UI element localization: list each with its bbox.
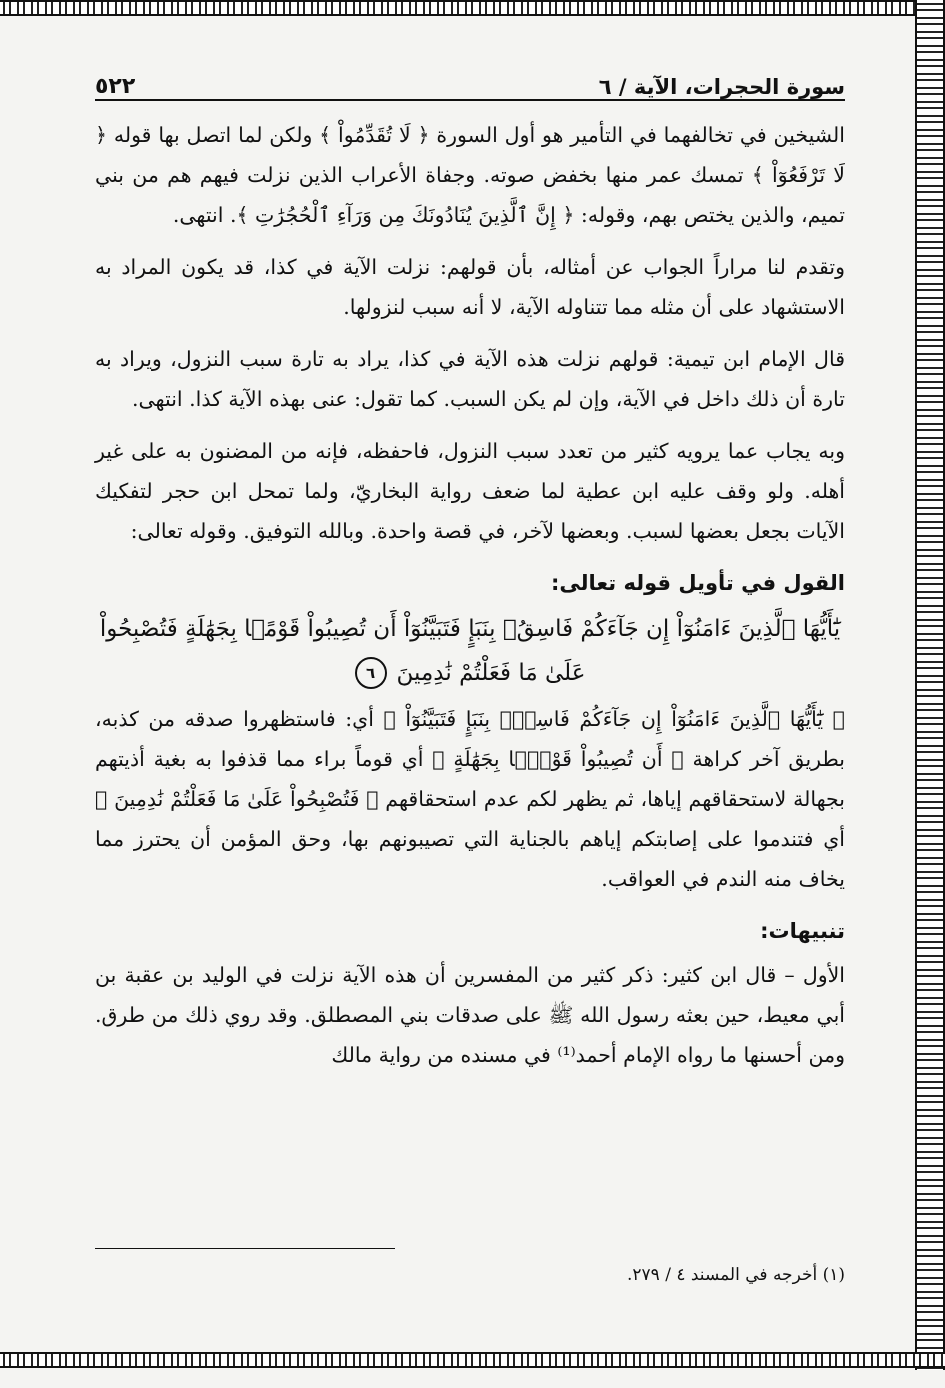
verse-line-2: عَلَىٰ مَا فَعَلْتُمْ نَٰدِمِينَ xyxy=(396,660,586,686)
footnote-divider xyxy=(95,1248,395,1249)
page-header xyxy=(95,55,845,101)
section-heading: القول في تأويل قوله تعالى: xyxy=(551,571,845,595)
decorative-border-right xyxy=(915,0,945,1370)
decorative-border-bottom xyxy=(0,1352,945,1368)
quran-verse xyxy=(95,607,845,695)
footnote: (١) أخرجه في المسند ٤ / ٢٧٩. xyxy=(626,1265,845,1285)
paragraph: وتقدم لنا مراراً الجواب عن أمثاله، بأن قولهم: نزلت الآية في كذا، قد يكون المراد به الاستشهاد على أن مثله مما تتناوله الآية، لا أنه سبب لنزولها. xyxy=(95,255,845,319)
note-paragraph: الأول – قال ابن كثير: ذكر كثير من المفسرين أن هذه الآية نزلت في الوليد بن عقبة بن أبي معيط، حين بعثه رسول الله ﷺ على صدقات بني المصطلق. وقد روي ذلك من طرق. ومن أحسنها ما رواه الإمام أحمد⁽¹⁾ في مسنده من رواية مالك xyxy=(95,963,845,1067)
tafsir-paragraph: ﴿ يَٰٓأَيُّهَا ٱلَّذِينَ ءَامَنُوٓاْ إِن جَآءَكُمْ فَاسِقُۢ بِنَبَإٍ فَتَبَيَّنُوٓاْ ﴾ أي: فاستظهروا صدقه من كذبه، بطريق آخر كراهة ﴿ أَن تُصِيبُواْ قَوْمًۢا بِجَهَٰلَةٍ ﴾ أي قوماً براء مما قذفوا به بغية أذيتهم بجهالة لاستحقاقهم إياها، ثم يظهر لكم عدم استحقاقهم ﴿ فَتُصْبِحُواْ عَلَىٰ مَا فَعَلْتُمْ نَٰدِمِينَ ﴾ أي فتندموا على إصابتكم إياهم بالجناية التي تصيبونهم بها، وحق المؤمن أن يحترز مما يخاف منه الندم في العواقب. xyxy=(95,707,845,891)
paragraph: وبه يجاب عما يرويه كثير من تعدد سبب النزول، فاحفظه، فإنه من المضنون به على غير أهله. ولو وقف عليه ابن عطية لما ضعف رواية البخاريّ، ولما تمحل ابن حجر لتفكيك الآيات بجعل بعضها لسبب. وبعضها لآخر، في قصة واحدة. وبالله التوفيق. وقوله تعالى: xyxy=(95,439,845,543)
page-content xyxy=(95,55,845,1087)
ayah-number-mark: ٦ xyxy=(355,657,387,689)
running-title: سورة الحجرات، الآية / ٦ xyxy=(598,75,845,99)
section-heading-notes: تنبيهات: xyxy=(760,919,845,943)
page-number: ٥٢٢ xyxy=(95,74,136,99)
paragraph: قال الإمام ابن تيمية: قولهم نزلت هذه الآية في كذا، يراد به تارة سبب النزول، ويراد به تارة أن ذلك داخل في الآية، وإن لم يكن السبب. كما تقول: عنى بهذه الآية كذا. انتهى. xyxy=(95,347,845,411)
decorative-border-top xyxy=(0,0,945,16)
verse-line-1: يَٰٓأَيُّهَا ٱلَّذِينَ ءَامَنُوٓاْ إِن جَآءَكُمْ فَاسِقُۢ بِنَبَإٍ فَتَبَيَّنُوٓاْ أَن تُصِيبُواْ قَوْمًۢا بِجَهَٰلَةٍ فَتُصْبِحُواْ xyxy=(99,616,841,642)
body-text xyxy=(95,115,845,1075)
paragraph: الشيخين في تخالفهما في التأمير هو أول السورة ﴿ لَا تُقَدِّمُواْ ﴾ ولكن لما اتصل بها قوله ﴿ لَا تَرْفَعُوٓاْ ﴾ تمسك عمر منها بخفض صوته. وجفاة الأعراب الذين نزلت فيهم هم من بني تميم، والذين يختص بهم، وقوله: ﴿ إِنَّ ٱلَّذِينَ يُنَادُونَكَ مِن وَرَآءِ ٱلْحُجُرَٰتِ ﴾. انتهى. xyxy=(95,123,845,227)
